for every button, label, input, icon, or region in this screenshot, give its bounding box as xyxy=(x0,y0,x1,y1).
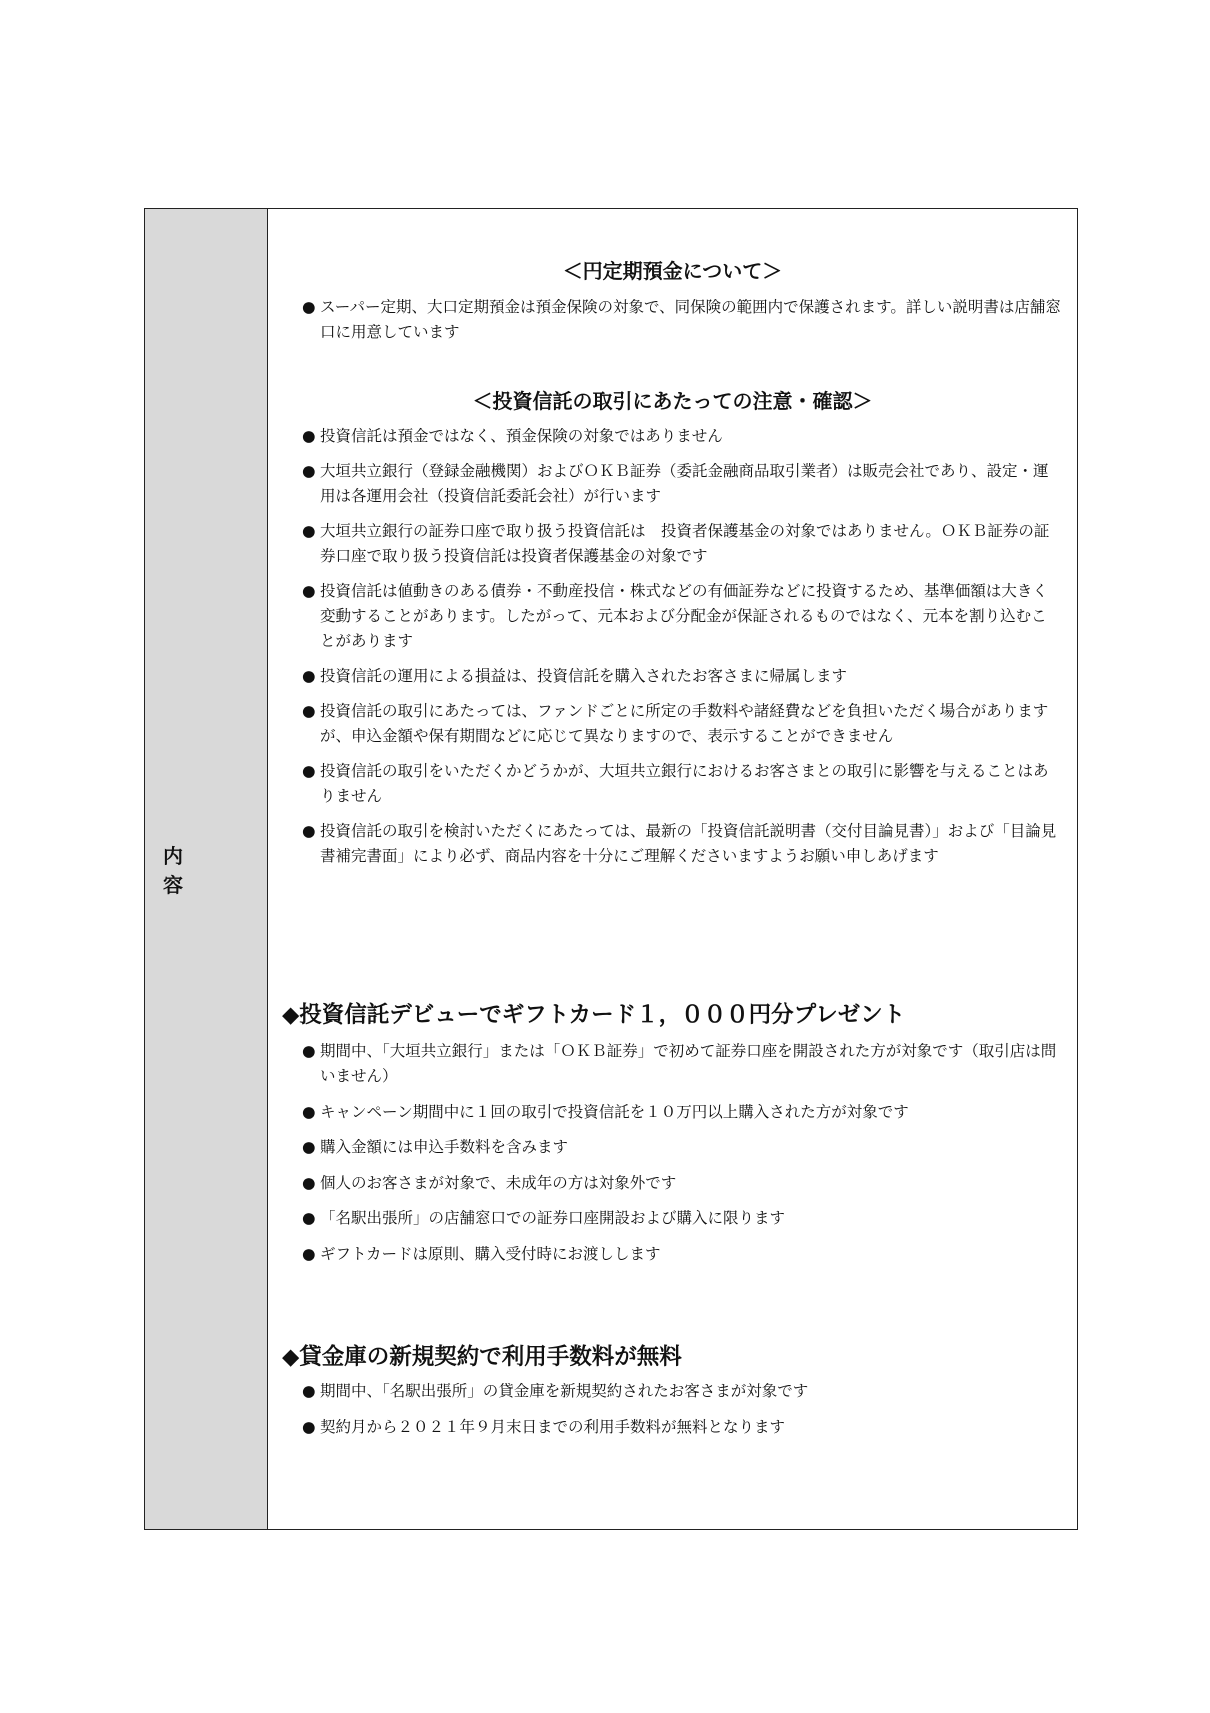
content-cell xyxy=(268,209,1077,1529)
bullet-icon: ● xyxy=(302,1209,316,1227)
list-item xyxy=(302,459,1062,509)
label-text: 内 容 xyxy=(163,844,239,897)
bullet-icon: ● xyxy=(302,762,316,780)
bullet-icon: ● xyxy=(302,1173,316,1192)
yen-deposit-list xyxy=(302,295,1062,355)
list-item xyxy=(302,1415,1062,1440)
safe-deposit-box-list xyxy=(302,1379,1062,1450)
list-item-text: スーパー定期、大口定期預金は預金保険の対象で、同保険の範囲内で保護されます。詳しい説明書は店舗窓口に用意しています xyxy=(320,298,1061,341)
list-item xyxy=(302,1100,1062,1125)
list-item-text: 投資信託の取引にあたっては、ファンドごとに所定の手数料や諸経費などを負担いただく場合がありますが、申込金額や保有期間などに応じて異なりますので、表示することができません xyxy=(320,702,1049,745)
list-item xyxy=(302,699,1062,749)
list-item xyxy=(302,1379,1062,1404)
bullet-icon: ● xyxy=(302,427,316,445)
investment-trust-notice-heading: ＜投資信託の取引にあたっての注意・確認＞ xyxy=(472,389,873,413)
list-item-text: 「名駅出張所」の店舗窓口での証券口座開設および購入に限ります xyxy=(320,1209,786,1227)
bullet-icon: ● xyxy=(302,1417,316,1436)
safe-deposit-box-heading: ◆貸金庫の新規契約で利用手数料が無料 xyxy=(282,1344,682,1370)
list-item xyxy=(302,579,1062,654)
bullet-icon: ● xyxy=(302,298,316,316)
list-item xyxy=(302,664,1062,689)
list-item xyxy=(302,424,1062,449)
list-item xyxy=(302,759,1062,809)
list-item xyxy=(302,1206,1062,1231)
list-item-text: 投資信託は値動きのある債券・不動産投信・株式などの有価証券などに投資するため、基準価額は大きく変動することがあります。したがって、元本および分配金が保証されるものではなく、元本を割り込むことがあります xyxy=(320,582,1048,650)
list-item xyxy=(302,819,1062,869)
list-item-text: 期間中、「大垣共立銀行」または「ＯＫＢ証券」で初めて証券口座を開設された方が対象です（取引店は問いません） xyxy=(320,1042,1057,1085)
list-item-text: 投資信託の取引を検討いただくにあたっては、最新の「投資信託説明書（交付目論見書）」および「目論見書補完書面」により必ず、商品内容を十分にご理解くださいますようお願い申しあげます xyxy=(320,822,1057,865)
bullet-icon: ● xyxy=(302,1042,316,1060)
list-item xyxy=(302,1242,1062,1267)
bullet-icon: ● xyxy=(302,582,316,600)
list-item xyxy=(302,519,1062,569)
list-item xyxy=(302,295,1062,345)
gift-card-campaign-heading: ◆投資信託デビューでギフトカード１，０００円分プレゼント xyxy=(282,1002,906,1028)
label-cell xyxy=(145,209,268,1529)
bullet-icon: ● xyxy=(302,522,316,540)
gift-card-campaign-list xyxy=(302,1039,1062,1277)
list-item-text: 期間中、「名駅出張所」の貸金庫を新規契約されたお客さまが対象です xyxy=(320,1382,809,1400)
list-item xyxy=(302,1039,1062,1089)
bullet-icon: ● xyxy=(302,1382,316,1400)
bullet-icon: ● xyxy=(302,667,316,685)
bullet-icon: ● xyxy=(302,822,316,840)
list-item-text: 投資信託は預金ではなく、預金保険の対象ではありません xyxy=(320,427,723,445)
list-item-text: ギフトカードは原則、購入受付時にお渡しします xyxy=(320,1244,661,1263)
list-item-text: 大垣共立銀行（登録金融機関）およびＯＫＢ証券（委託金融商品取引業者）は販売会社であり、設定・運用は各運用会社（投資信託委託会社）が行います xyxy=(320,462,1049,505)
bullet-icon: ● xyxy=(302,1138,316,1156)
list-item-text: 大垣共立銀行の証券口座で取り扱う投資信託は 投資者保護基金の対象ではありません。ＯＫＢ証券の証券口座で取り扱う投資信託は投資者保護基金の対象です xyxy=(320,522,1050,565)
list-item-text: キャンペーン期間中に１回の取引で投資信託を１０万円以上購入された方が対象です xyxy=(320,1102,909,1121)
list-item-text: 投資信託の運用による損益は、投資信託を購入されたお客さまに帰属します xyxy=(320,667,848,685)
bullet-icon: ● xyxy=(302,1102,316,1121)
list-item-text: 契約月から２０２１年９月末日までの利用手数料が無料となります xyxy=(320,1417,786,1436)
list-item xyxy=(302,1135,1062,1160)
list-item-text: 購入金額には申込手数料を含みます xyxy=(320,1138,569,1156)
bullet-icon: ● xyxy=(302,462,316,480)
bullet-icon: ● xyxy=(302,1244,316,1263)
yen-deposit-heading: ＜円定期預金について＞ xyxy=(562,259,783,283)
list-item xyxy=(302,1171,1062,1196)
content-table xyxy=(144,208,1078,1530)
bullet-icon: ● xyxy=(302,702,316,720)
list-item-text: 投資信託の取引をいただくかどうかが、大垣共立銀行におけるお客さまとの取引に影響を与えることはありません xyxy=(320,762,1049,805)
list-item-text: 個人のお客さまが対象で、未成年の方は対象外です xyxy=(320,1173,677,1192)
investment-trust-notice-list xyxy=(302,424,1062,879)
